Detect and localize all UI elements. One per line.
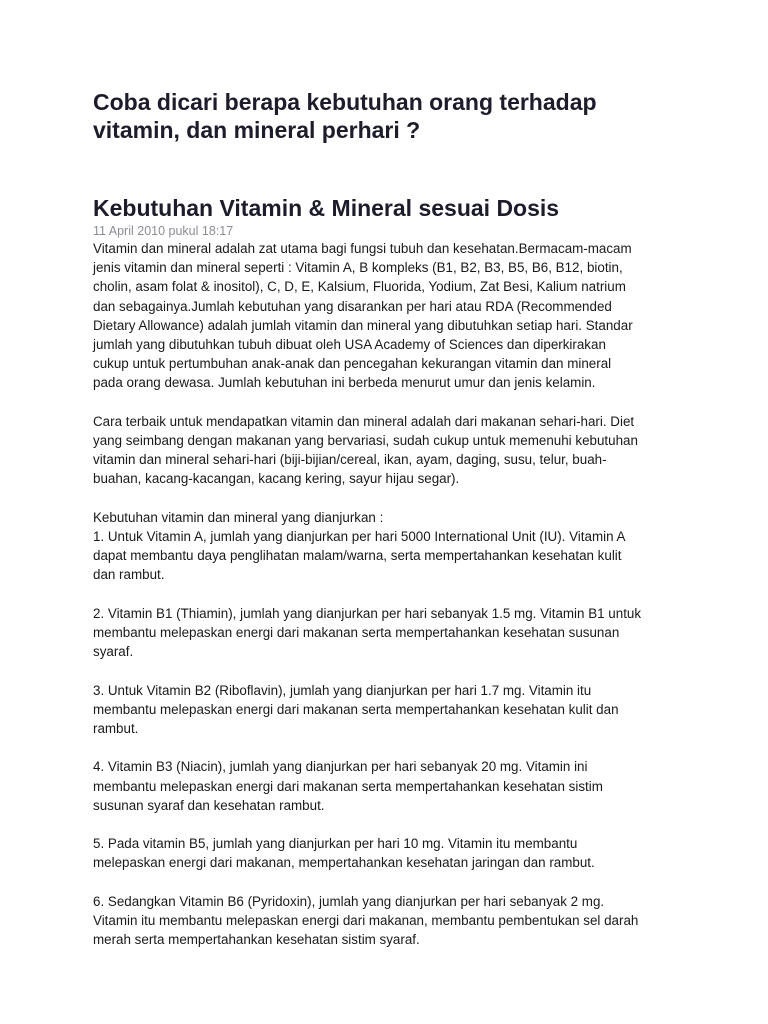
paragraph-line: vitamin dan mineral sehari-hari (biji-bijian/cereal, ikan, ayam, daging, susu, telur, buah- bbox=[93, 452, 607, 468]
paragraph-line: dan rambut. bbox=[93, 567, 165, 583]
paragraph-line: syaraf. bbox=[93, 644, 134, 660]
paragraph bbox=[93, 604, 683, 662]
paragraph-line: 3. Untuk Vitamin B2 (Riboflavin), jumlah yang dianjurkan per hari 1.7 mg. Vitamin itu bbox=[93, 682, 592, 698]
paragraph-line: Vitamin itu membantu melepaskan energi dari makanan, membantu pembentukan sel darah bbox=[93, 913, 639, 928]
paragraph-line: membantu melepaskan energi dari makanan serta mempertahankan kesehatan sistim bbox=[93, 778, 603, 794]
paragraph bbox=[93, 508, 683, 585]
paragraph-line: merah serta mempertahankan kesehatan sistim syaraf. bbox=[93, 932, 420, 948]
question-line-2: vitamin, dan mineral perhari ? bbox=[93, 117, 421, 143]
paragraph-line: dapat membantu daya penglihatan malam/warna, serta mempertahankan kesehatan kulit bbox=[93, 548, 622, 564]
paragraph-line: membantu melepaskan energi dari makanan serta mempertahankan kesehatan susunan bbox=[93, 625, 620, 641]
article-date: 11 April 2010 pukul 18:17 bbox=[93, 224, 234, 238]
paragraph-line: pada orang dewasa. Jumlah kebutuhan ini berbeda menurut umur dan jenis kelamin. bbox=[93, 375, 596, 391]
paragraph-line: jumlah yang dibutuhkan tubuh dibuat oleh USA Academy of Sciences dan diperkirakan bbox=[93, 337, 606, 353]
question-heading bbox=[93, 88, 683, 144]
paragraph-line: melepaskan energi dari makanan, mempertahankan kesehatan jaringan dan rambut. bbox=[93, 855, 595, 871]
paragraph-line: jenis vitamin dan mineral seperti : Vitamin A, B kompleks (B1, B2, B3, B5, B6, B12, biotin, bbox=[93, 260, 623, 276]
paragraph-line: 1. Untuk Vitamin A, jumlah yang dianjurkan per hari 5000 International Unit (IU). Vitamin A bbox=[93, 529, 626, 545]
paragraph-line: buahan, kacang-kacangan, kacang kering, sayur hijau segar). bbox=[93, 471, 460, 487]
paragraph-line: susunan syaraf dan kesehatan rambut. bbox=[93, 797, 325, 813]
document-page bbox=[93, 88, 683, 969]
paragraph bbox=[93, 239, 683, 393]
paragraph-line: 4. Vitamin B3 (Niacin), jumlah yang dianjurkan per hari sebanyak 20 mg. Vitamin ini bbox=[93, 759, 588, 775]
paragraph-line: 6. Sedangkan Vitamin B6 (Pyridoxin), jumlah yang dianjurkan per hari sebanyak 2 mg. bbox=[93, 893, 605, 909]
paragraph-line: cholin, asam folat & inositol), C, D, E, Kalsium, Fluorida, Yodium, Zat Besi, Kalium natrium bbox=[93, 279, 626, 295]
paragraph-line: dan sebagainya.Jumlah kebutuhan yang disarankan per hari atau RDA (Recommended bbox=[93, 298, 612, 314]
article-title: Kebutuhan Vitamin & Mineral sesuai Dosis bbox=[93, 195, 560, 221]
paragraph-line: Kebutuhan vitamin dan mineral yang dianjurkan : bbox=[93, 509, 384, 525]
paragraph bbox=[93, 892, 683, 950]
paragraph-line: Vitamin dan mineral adalah zat utama bagi fungsi tubuh dan kesehatan.Bermacam-macam bbox=[93, 241, 632, 256]
article-body bbox=[93, 239, 683, 949]
paragraph bbox=[93, 681, 683, 739]
paragraph-line: rambut. bbox=[93, 721, 139, 737]
paragraph-line: Dietary Allowance) adalah jumlah vitamin dan mineral yang dibutuhkan setiap hari. Standar bbox=[93, 317, 633, 333]
paragraph-line: 5. Pada vitamin B5, jumlah yang dianjurkan per hari 10 mg. Vitamin itu membantu bbox=[93, 836, 578, 852]
paragraph bbox=[93, 412, 683, 489]
paragraph-line: yang seimbang dengan makanan yang bervariasi, sudah cukup untuk memenuhi kebutuhan bbox=[93, 433, 638, 449]
paragraph-line: cukup untuk pertumbuhan anak-anak dan pencegahan kekurangan vitamin dan mineral bbox=[93, 356, 612, 372]
paragraph bbox=[93, 834, 683, 872]
paragraph-line: 2. Vitamin B1 (Thiamin), jumlah yang dianjurkan per hari sebanyak 1.5 mg. Vitamin B1 untuk bbox=[93, 605, 642, 621]
question-line-1: Coba dicari berapa kebutuhan orang terhadap bbox=[93, 89, 597, 115]
paragraph-line: Cara terbaik untuk mendapatkan vitamin dan mineral adalah dari makanan sehari-hari. Diet bbox=[93, 413, 635, 429]
paragraph-line: membantu melepaskan energi dari makanan serta mempertahankan kesehatan kulit dan bbox=[93, 701, 619, 717]
paragraph bbox=[93, 757, 683, 815]
